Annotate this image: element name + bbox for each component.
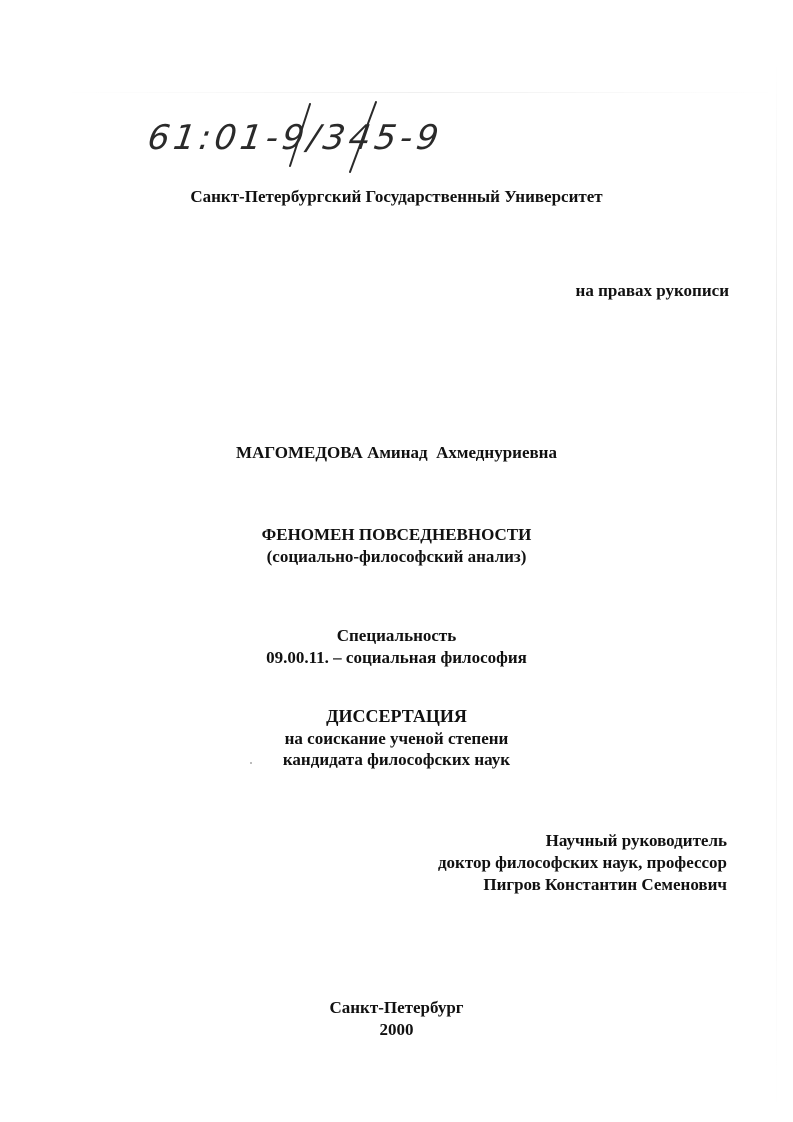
author-given-names: Аминад Ахмеднуриевна (367, 443, 557, 462)
specialty-code: 09.00.11. – социальная философия (266, 648, 527, 667)
dissertation-degree-line1: на соискание ученой степени (284, 729, 509, 748)
thesis-title: ФЕНОМЕН ПОВСЕДНЕВНОСТИ (261, 525, 532, 544)
archive-mark-handwritten: 61:01-9/345-9 (145, 118, 445, 158)
scan-edge-top (60, 92, 780, 93)
supervisor-degree: доктор философских наук, профессор (437, 853, 727, 872)
footer-city: Санкт-Петербург (329, 998, 464, 1017)
scan-edge-right (776, 60, 777, 1120)
manuscript-note: на правах рукописи (575, 281, 729, 300)
supervisor-name: Пигров Константин Семенович (483, 875, 727, 894)
dissertation-degree-line2: кандидата философских наук (282, 750, 511, 769)
dissertation-heading: ДИССЕРТАЦИЯ (326, 706, 467, 726)
supervisor-label: Научный руководитель (545, 831, 727, 850)
author-line (0, 442, 793, 463)
thesis-subtitle: (социально-философский анализ) (266, 547, 527, 566)
specialty-label: Специальность (336, 626, 457, 645)
university-name: Санкт-Петербургский Государственный Университет (190, 187, 603, 206)
author-surname: МАГОМЕДОВА (236, 443, 363, 462)
footer-year: 2000 (379, 1020, 414, 1039)
